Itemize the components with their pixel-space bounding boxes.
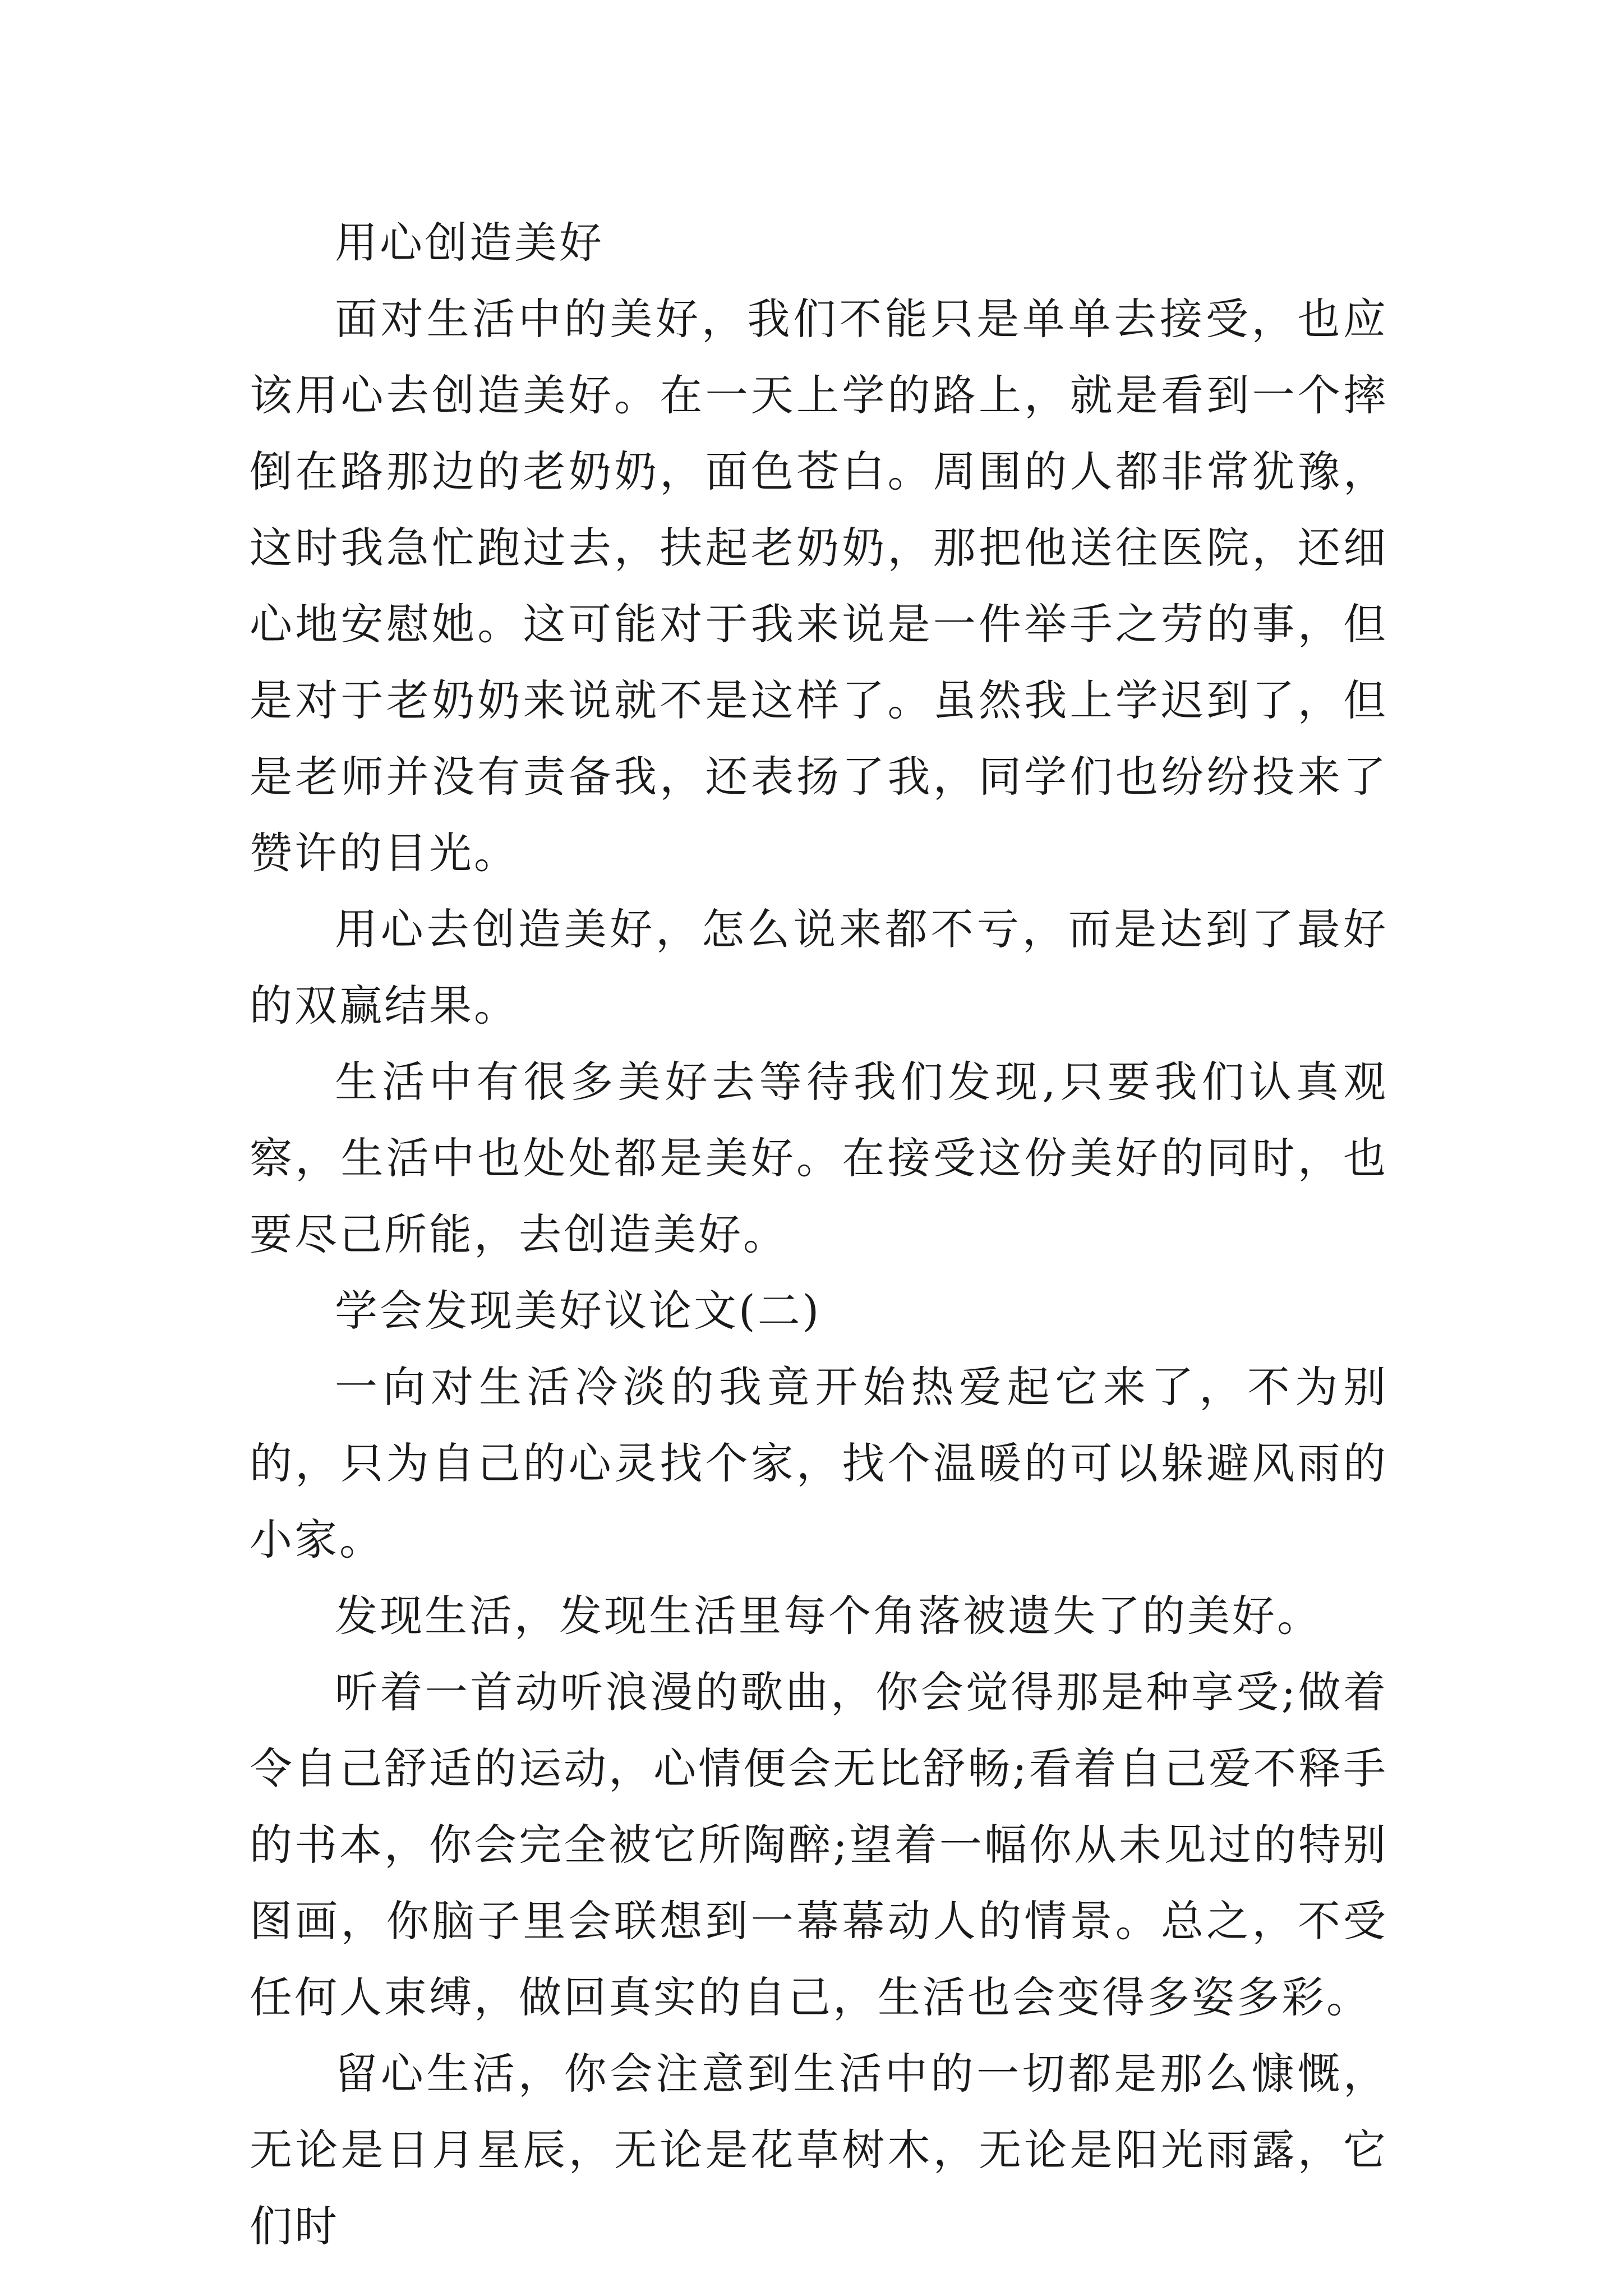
document-body (250, 205, 1388, 2265)
paragraph: 面对生活中的美好，我们不能只是单单去接受，也应该用心去创造美好。在一天上学的路上，就是看到一个摔倒在路那边的老奶奶，面色苍白。周围的人都非常犹豫，这时我急忙跑过去，扶起老奶奶，那把他送往医院，还细心地安慰她。这可能对于我来说是一件举手之劳的事，但是对于老奶奶来说就不是这样了。虽然我上学迟到了，但是老师并没有责备我，还表扬了我，同学们也纷纷投来了赞许的目光。 (250, 294, 1388, 878)
paragraph: 留心生活，你会注意到生活中的一切都是那么慷慨，无论是日月星辰，无论是花草树木，无论是阳光雨露，它们时 (250, 2049, 1388, 2251)
paragraph: 用心去创造美好，怎么说来都不亏，而是达到了最好的双赢结果。 (250, 904, 1388, 1030)
section-title: 用心创造美好 (335, 218, 604, 268)
paragraph: 发现生活，发现生活里每个角落被遗失了的美好。 (335, 1591, 1322, 1641)
paragraph: 生活中有很多美好去等待我们发现,只要我们认真观察，生活中也处处都是美好。在接受这份美好的同时，也要尽己所能，去创造美好。 (250, 1057, 1388, 1259)
section-title: 学会发现美好议论文(二) (335, 1286, 822, 1336)
paragraph: 听着一首动听浪漫的歌曲，你会觉得那是种享受;做着令自己舒适的运动，心情便会无比舒畅;看着自己爱不释手的书本，你会完全被它所陶醉;望着一幅你从未见过的特别图画，你脑子里会联想到一幕幕动人的情景。总之，不受任何人束缚，做回真实的自己，生活也会变得多姿多彩。 (250, 1667, 1388, 2022)
paragraph: 一向对生活冷淡的我竟开始热爱起它来了，不为别的，只为自己的心灵找个家，找个温暖的可以躲避风雨的小家。 (250, 1362, 1388, 1565)
